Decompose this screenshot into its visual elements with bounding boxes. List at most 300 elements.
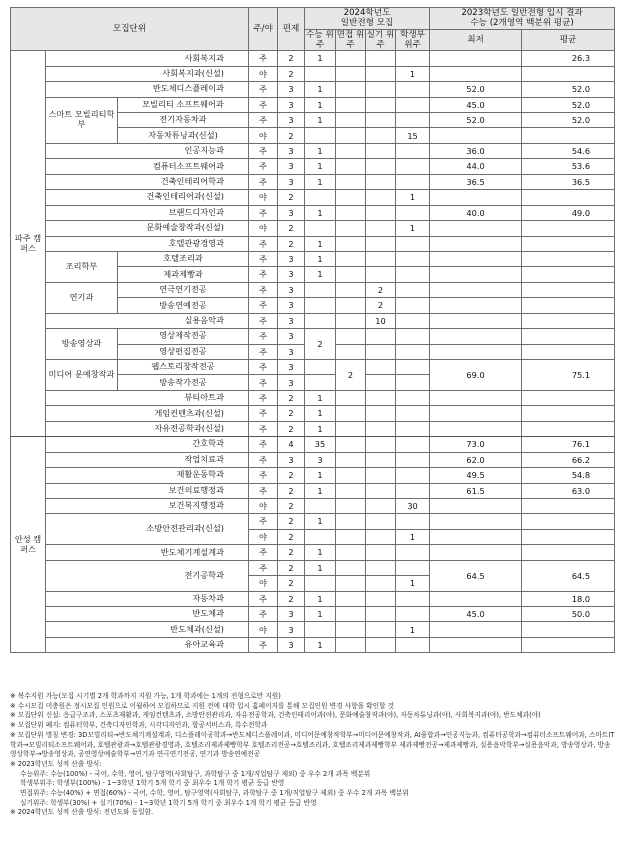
hs-value (396, 159, 430, 174)
note-11: ※ 2024학년도 성적 산출 방식: 전년도와 동일함. (10, 808, 154, 817)
sg-value (366, 514, 396, 529)
capacity: 2 (278, 66, 305, 81)
avg-value: 54.6 (522, 143, 615, 158)
avg-value: 52.0 (522, 97, 615, 112)
day-night: 주 (249, 452, 278, 467)
hs-value: 1 (396, 529, 430, 544)
su-value: 1 (305, 159, 336, 174)
capacity: 2 (278, 390, 305, 405)
su-value (305, 498, 336, 513)
my-value (336, 221, 366, 236)
header-unit: 모집단위 (11, 8, 249, 51)
min-value (430, 236, 522, 251)
su-value: 2 (305, 329, 336, 360)
min-value (430, 637, 522, 652)
table-row (11, 360, 615, 375)
unit-name: 연극연기전공 (118, 282, 249, 297)
sg-value (366, 498, 396, 513)
sg-value (366, 190, 396, 205)
day-night: 주 (249, 51, 278, 66)
sg-value (366, 421, 396, 436)
day-night: 야 (249, 190, 278, 205)
my-value (336, 437, 366, 452)
my-value (336, 514, 366, 529)
su-value (305, 360, 336, 375)
min-value: 40.0 (430, 205, 522, 220)
avg-value (522, 313, 615, 328)
my-value (336, 483, 366, 498)
header-capacity: 편제 (278, 8, 305, 51)
header-col-avg: 평균 (522, 29, 615, 51)
avg-value (522, 251, 615, 266)
my-value (336, 97, 366, 112)
capacity: 3 (278, 622, 305, 637)
min-value: 62.0 (430, 452, 522, 467)
capacity: 2 (278, 576, 305, 591)
my-value (336, 313, 366, 328)
hs-value: 30 (396, 498, 430, 513)
hs-value (396, 282, 430, 297)
capacity: 2 (278, 514, 305, 529)
avg-value (522, 267, 615, 282)
footnotes (10, 692, 616, 818)
day-night: 주 (249, 313, 278, 328)
day-night: 주 (249, 360, 278, 375)
hs-value: 1 (396, 190, 430, 205)
table-row (11, 452, 615, 467)
min-value: 61.5 (430, 483, 522, 498)
su-value: 1 (305, 591, 336, 606)
sg-value (366, 591, 396, 606)
my-value (336, 282, 366, 297)
unit-name: 전기자동차과 (118, 113, 249, 128)
hs-value (396, 637, 430, 652)
day-night: 주 (249, 591, 278, 606)
avg-value (522, 128, 615, 143)
avg-value (522, 66, 615, 81)
header-col-su: 수능 위주 (306, 29, 334, 50)
day-night: 야 (249, 221, 278, 236)
note-6: ※ 2023학년도 성적 산출 방식: (10, 759, 102, 768)
my-value (336, 545, 366, 560)
unit-name: 제과제빵과 (118, 267, 249, 282)
campus-cell: 파주 캠퍼스 (11, 51, 46, 437)
capacity: 3 (278, 329, 305, 344)
my-value (336, 406, 366, 421)
table-row (11, 205, 615, 220)
su-value: 1 (305, 514, 336, 529)
table-row (11, 545, 615, 560)
su-value: 1 (305, 236, 336, 251)
su-value: 1 (305, 421, 336, 436)
hs-value (396, 174, 430, 189)
unit-name: 모빌리티 소프트웨어과 (118, 97, 249, 112)
su-value (305, 529, 336, 544)
avg-value: 63.0 (522, 483, 615, 498)
table-row (11, 66, 615, 81)
table-row (11, 282, 615, 297)
min-value: 52.0 (430, 113, 522, 128)
my-value (336, 298, 366, 313)
capacity: 3 (278, 82, 305, 97)
capacity: 2 (278, 483, 305, 498)
su-value: 1 (305, 406, 336, 421)
min-value (430, 421, 522, 436)
su-value: 1 (305, 97, 336, 112)
unit-name: 인공지능과 (46, 143, 249, 158)
avg-value (522, 282, 615, 297)
table-row (11, 483, 615, 498)
table-row (11, 143, 615, 158)
day-night: 주 (249, 236, 278, 251)
capacity: 2 (278, 421, 305, 436)
header-col-hs: 학생부 위주 (396, 29, 430, 51)
hs-value (396, 390, 430, 405)
table-row (11, 637, 615, 652)
hs-value (396, 205, 430, 220)
avg-value (522, 545, 615, 560)
unit-name: 컴퓨터소프트웨어과 (46, 159, 249, 174)
day-night: 주 (249, 468, 278, 483)
day-night: 야 (249, 128, 278, 143)
avg-value (522, 529, 615, 544)
hs-value (396, 113, 430, 128)
min-value: 73.0 (430, 437, 522, 452)
my-value (336, 498, 366, 513)
hs-value (396, 375, 430, 390)
table-row (11, 514, 615, 529)
sg-value (366, 51, 396, 66)
avg-value (522, 622, 615, 637)
table-row (11, 221, 615, 236)
capacity: 3 (278, 452, 305, 467)
su-value: 1 (305, 390, 336, 405)
unit-name: 문화예술창작과(신설) (46, 221, 249, 236)
min-value: 69.0 (430, 360, 522, 391)
sg-value (366, 437, 396, 452)
unit-name: 건축인테리어학과 (46, 174, 249, 189)
day-night: 주 (249, 637, 278, 652)
my-value (336, 560, 366, 575)
hs-value (396, 143, 430, 158)
min-value: 36.0 (430, 143, 522, 158)
unit-name: 반도체기계설계과 (46, 545, 249, 560)
su-value: 1 (305, 267, 336, 282)
campus-cell: 안성 캠퍼스 (11, 437, 46, 653)
my-value: 2 (336, 360, 366, 391)
su-value: 1 (305, 468, 336, 483)
avg-value (522, 406, 615, 421)
day-night: 야 (249, 529, 278, 544)
su-value: 1 (305, 637, 336, 652)
avg-value: 36.5 (522, 174, 615, 189)
su-value: 1 (305, 545, 336, 560)
unit-name: 자유전공학과(신설) (46, 421, 249, 436)
unit-name: 반도체과 (46, 607, 249, 622)
my-value (336, 51, 366, 66)
avg-value (522, 329, 615, 344)
min-value (430, 545, 522, 560)
min-value (430, 66, 522, 81)
my-value (336, 159, 366, 174)
min-value (430, 344, 522, 359)
su-value (305, 221, 336, 236)
header-day-night: 주/야 (249, 8, 278, 51)
header-result-2023 (430, 8, 615, 30)
day-night: 주 (249, 113, 278, 128)
sg-value (366, 529, 396, 544)
hs-value (396, 421, 430, 436)
sg-value (366, 406, 396, 421)
day-night: 주 (249, 560, 278, 575)
my-value (336, 637, 366, 652)
min-value (430, 591, 522, 606)
day-night: 주 (249, 437, 278, 452)
unit-name: 뷰티아트과 (46, 390, 249, 405)
sg-value (366, 97, 396, 112)
unit-name: 작업치료과 (46, 452, 249, 467)
unit-name: 보건복지행정과 (46, 498, 249, 513)
capacity: 2 (278, 529, 305, 544)
sg-value (366, 66, 396, 81)
capacity: 3 (278, 159, 305, 174)
hs-value (396, 298, 430, 313)
avg-value: 52.0 (522, 82, 615, 97)
min-value (430, 251, 522, 266)
min-value (430, 514, 522, 529)
my-value (336, 329, 366, 344)
header-admission-2024 (305, 8, 430, 30)
avg-value: 53.6 (522, 159, 615, 174)
min-value (430, 221, 522, 236)
note-5: ※ 모집단위 명칭 변경: 3D모빌리티→반도체기계설계과, 디스플레이공학과→반도체디스플레이과, 미디어문예창작학부→미디어문예창작과, AI융합과→인공지능과, 컴퓨터공학과→컴퓨터소프트웨어과, 스마트IT학과→모빌리티소프트웨어과, 호텔관광과→호텔관광경영과, 호텔조리제과제빵학부 호텔조리전공→호텔조리과, 호텔조리제과제빵학부 제과제빵전공→제과제빵과, 실용음악학부→실용음악과, 방송영상과, 방송영상학부→방송영상과, 공연영상예술학부→연기과 연극연기전공, 연기과 방송연예전공 (10, 730, 615, 759)
sg-value (366, 622, 396, 637)
capacity: 3 (278, 313, 305, 328)
day-night: 주 (249, 406, 278, 421)
sg-value (366, 159, 396, 174)
table-row (11, 82, 615, 97)
my-value (336, 128, 366, 143)
my-value (336, 190, 366, 205)
sg-value (366, 560, 396, 575)
sg-value (366, 545, 396, 560)
su-value: 1 (305, 251, 336, 266)
min-value: 44.0 (430, 159, 522, 174)
my-value (336, 66, 366, 81)
su-value: 1 (305, 51, 336, 66)
su-value: 35 (305, 437, 336, 452)
su-value (305, 622, 336, 637)
min-value (430, 282, 522, 297)
min-value (430, 298, 522, 313)
day-night: 주 (249, 97, 278, 112)
avg-value (522, 190, 615, 205)
unit-name: 사회복지과(신설) (46, 66, 249, 81)
day-night: 주 (249, 344, 278, 359)
sg-value (366, 267, 396, 282)
group-cell: 방송영상과 (46, 329, 118, 360)
table-row (11, 622, 615, 637)
day-night: 야 (249, 576, 278, 591)
day-night: 주 (249, 251, 278, 266)
hs-value: 1 (396, 622, 430, 637)
note-8: 학생부위주: 학생부(100%) - 1~3학년 1학기 5개 학기 중 최우수 1개 학기 평균 등급 반영 (20, 779, 285, 788)
min-value: 49.5 (430, 468, 522, 483)
day-night: 주 (249, 483, 278, 498)
table-row (11, 174, 615, 189)
hs-value (396, 468, 430, 483)
table-row (11, 607, 615, 622)
capacity: 3 (278, 637, 305, 652)
day-night: 주 (249, 375, 278, 390)
sg-value (366, 576, 396, 591)
hs-value (396, 607, 430, 622)
my-value (336, 251, 366, 266)
day-night: 주 (249, 174, 278, 189)
capacity: 3 (278, 360, 305, 375)
unit-name: 건축인테리어과(신설) (46, 190, 249, 205)
capacity: 3 (278, 113, 305, 128)
my-value (336, 82, 366, 97)
my-value (336, 344, 366, 359)
su-value (305, 282, 336, 297)
sg-value: 2 (366, 298, 396, 313)
avg-value: 49.0 (522, 205, 615, 220)
unit-name: 브랜드디자인과 (46, 205, 249, 220)
hs-value: 1 (396, 576, 430, 591)
table-row (11, 236, 615, 251)
my-value (336, 205, 366, 220)
my-value (336, 113, 366, 128)
hs-value (396, 360, 430, 375)
min-value: 64.5 (430, 560, 522, 591)
my-value (336, 468, 366, 483)
day-night: 야 (249, 498, 278, 513)
header-admission-2024-sub: 일반전형 모집 (340, 18, 394, 29)
hs-value: 1 (396, 66, 430, 81)
hs-value (396, 514, 430, 529)
unit-name: 유아교육과 (46, 637, 249, 652)
su-value: 1 (305, 483, 336, 498)
capacity: 2 (278, 545, 305, 560)
header-col-min: 최저 (430, 29, 522, 51)
table-body (11, 51, 615, 653)
table-row (11, 468, 615, 483)
my-value (336, 452, 366, 467)
avg-value: 76.1 (522, 437, 615, 452)
unit-name: 영상편집전공 (118, 344, 249, 359)
group-cell: 미디어 문예창작과 (46, 360, 118, 391)
sg-value (366, 251, 396, 266)
table-row (11, 390, 615, 405)
unit-name: 반도체과(신설) (46, 622, 249, 637)
day-night: 주 (249, 298, 278, 313)
min-value (430, 622, 522, 637)
day-night: 주 (249, 545, 278, 560)
capacity: 2 (278, 51, 305, 66)
su-value (305, 190, 336, 205)
note-9: 면접위주: 수능(40%) + 면접(60%) - 국어, 수학, 영어, 탐구영역(사회탐구, 과학탐구 중 1개/직업탐구 제외) 중 우수 2개 과목 백분위 (20, 789, 409, 798)
min-value (430, 267, 522, 282)
unit-name: 사회복지과 (46, 51, 249, 66)
capacity: 2 (278, 221, 305, 236)
day-night: 주 (249, 607, 278, 622)
sg-value: 2 (366, 282, 396, 297)
note-1: ※ 복수지원 가능(모집 시기별 2개 학과까지 지원 가능, 1개 학과에는 1개의 전형으로만 지원) (10, 692, 281, 700)
hs-value: 1 (396, 221, 430, 236)
header-result-2023-sub: 수능 (2개영역 백분위 평균) (470, 18, 574, 29)
capacity: 2 (278, 468, 305, 483)
avg-value: 52.0 (522, 113, 615, 128)
capacity: 2 (278, 128, 305, 143)
day-night: 주 (249, 329, 278, 344)
sg-value: 10 (366, 313, 396, 328)
sg-value (366, 637, 396, 652)
avg-value (522, 236, 615, 251)
unit-name: 방송연예전공 (118, 298, 249, 313)
note-7: 수능위주: 수능(100%) - 국어, 수학, 영어, 탐구영역(사회탐구, 과학탐구 중 1개/직업탐구 제외) 중 우수 2개 과목 백분위 (20, 769, 371, 778)
su-value: 1 (305, 607, 336, 622)
day-night: 주 (249, 514, 278, 529)
unit-name: 간호학과 (46, 437, 249, 452)
day-night: 주 (249, 267, 278, 282)
sg-value (366, 452, 396, 467)
table-row (11, 560, 615, 575)
group-cell: 조리학부 (46, 251, 118, 282)
capacity: 2 (278, 406, 305, 421)
sg-value (366, 205, 396, 220)
avg-value: 66.2 (522, 452, 615, 467)
su-value (305, 66, 336, 81)
avg-value (522, 637, 615, 652)
sg-value (366, 329, 396, 344)
header-admission-2024-year: 2024학년도 (343, 8, 391, 18)
capacity: 2 (278, 498, 305, 513)
unit-name: 게임컨텐츠과(신설) (46, 406, 249, 421)
avg-value: 18.0 (522, 591, 615, 606)
hs-value (396, 483, 430, 498)
min-value (430, 498, 522, 513)
my-value (336, 576, 366, 591)
min-value (430, 190, 522, 205)
table-row (11, 329, 615, 344)
min-value (430, 390, 522, 405)
unit-name: 재활운동학과 (46, 468, 249, 483)
sg-value (366, 468, 396, 483)
my-value (336, 622, 366, 637)
hs-value: 15 (396, 128, 430, 143)
table-row (11, 251, 615, 266)
table-row (11, 97, 615, 112)
su-value (305, 576, 336, 591)
hs-value (396, 329, 430, 344)
day-night: 주 (249, 143, 278, 158)
day-night: 주 (249, 390, 278, 405)
header-col-my: 면접 위주 (336, 29, 365, 50)
unit-name: 호텔조리과 (118, 251, 249, 266)
avg-value (522, 221, 615, 236)
my-value (336, 174, 366, 189)
sg-value (366, 360, 396, 375)
hs-value (396, 591, 430, 606)
day-night: 주 (249, 421, 278, 436)
my-value (336, 267, 366, 282)
unit-name: 방송작가전공 (118, 375, 249, 390)
day-night: 주 (249, 159, 278, 174)
capacity: 3 (278, 267, 305, 282)
sg-value (366, 128, 396, 143)
my-value (336, 421, 366, 436)
